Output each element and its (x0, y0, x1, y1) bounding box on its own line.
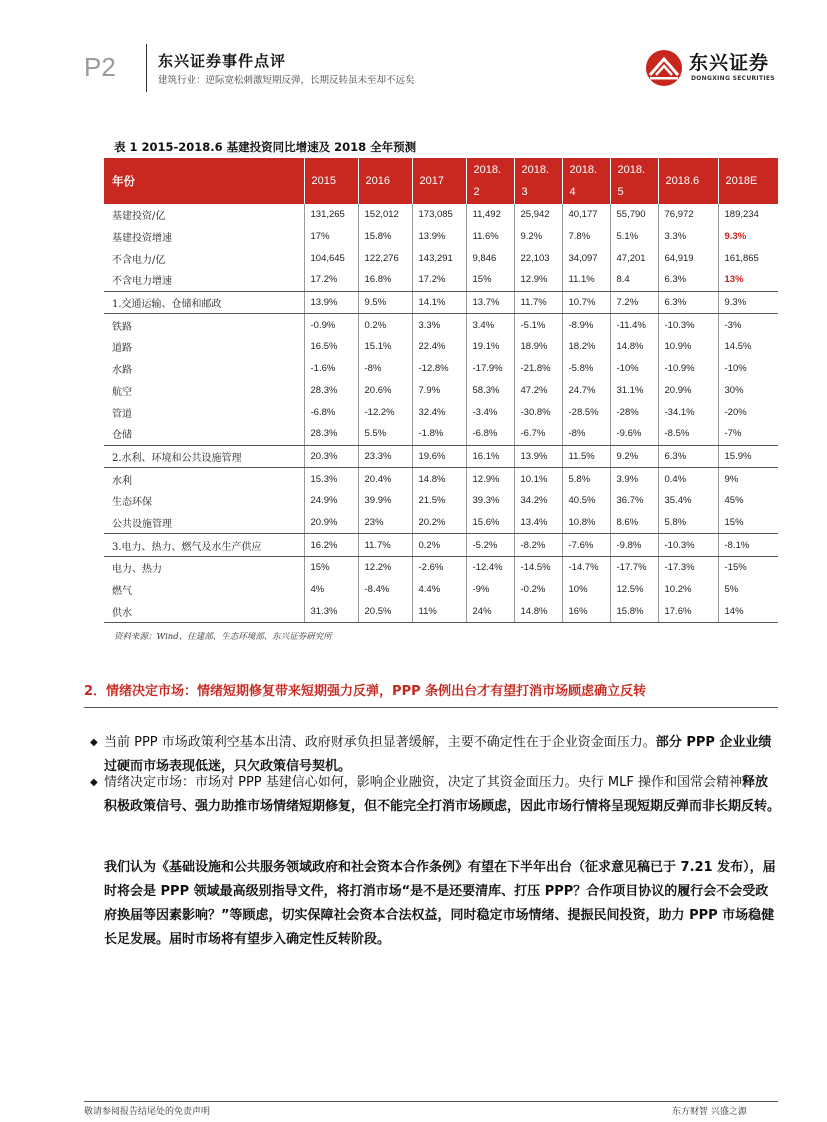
table-cell: -20% (724, 406, 747, 418)
table-cell: 6.3% (658, 445, 718, 468)
table-source: 资料来源：Wind、住建部、生态环境部、东兴证券研究所 (114, 632, 332, 642)
page-header (0, 0, 827, 100)
table-cell: 8.4 (610, 269, 658, 291)
table-cell: 161,865 (724, 252, 759, 264)
table-cell: -9.8% (610, 534, 658, 557)
footer-slogan: 东方财智 兴盛之源 (672, 1107, 747, 1117)
table-cell: -9.6% (610, 423, 658, 445)
row-label: 生态环保 (104, 490, 304, 512)
table-cell: 3.4% (466, 314, 514, 336)
table-cell: -10% (610, 358, 658, 380)
row-label: 仓储 (104, 423, 304, 445)
table-cell: 11.6% (466, 226, 514, 248)
table-cell: 23.3% (358, 445, 412, 468)
table-cell: 10.7% (562, 291, 610, 314)
table-cell: 18.9% (514, 336, 562, 358)
table-cell: 11.5% (562, 445, 610, 468)
row-label: 不含电力/亿 (104, 247, 304, 269)
table-cell: -12.2% (358, 401, 412, 423)
table-cell: 17.2% (304, 269, 358, 291)
table-cell: 3.3% (412, 314, 466, 336)
table-cell: 17.2% (412, 269, 466, 291)
table-cell: 35.4% (658, 490, 718, 512)
row-label: 2.水利、环境和公共设施管理 (104, 445, 304, 468)
table-row (104, 468, 778, 490)
row-label: 供水 (104, 600, 304, 622)
table-cell: 12.2% (358, 557, 412, 579)
investment-table (104, 158, 778, 623)
row-label: 水利 (104, 468, 304, 490)
table-cell: 9.2% (514, 226, 562, 248)
table-cell: 10.8% (562, 512, 610, 534)
table-cell: 12.9% (466, 468, 514, 490)
table-cell: -7% (718, 423, 778, 445)
table-cell: 16% (562, 600, 610, 622)
table-cell: 10.9% (658, 336, 718, 358)
table-cell: 152,012 (358, 204, 412, 226)
table-row (104, 269, 778, 291)
table-cell: -9% (466, 579, 514, 601)
table-row (104, 401, 778, 423)
table-cell: -5.1% (514, 314, 562, 336)
table-cell: 20.5% (358, 600, 412, 622)
table-cell: 10.2% (658, 579, 718, 601)
table-cell: 20.6% (358, 380, 412, 402)
row-label: 燃气 (104, 579, 304, 601)
table-cell: 22.4% (412, 336, 466, 358)
table-cell: 14.1% (412, 291, 466, 314)
table-cell: 13.7% (466, 291, 514, 314)
bullet-bold-text: 部分 PPP 企业业绩过硬而市场表现低迷，只欠政策信号契机。 (104, 735, 772, 774)
table-row (104, 291, 778, 314)
page-number: P2 (84, 52, 116, 82)
table-cell: 0.2% (358, 314, 412, 336)
table-cell: 16.2% (304, 534, 358, 557)
table-cell: 15% (304, 557, 358, 579)
table-cell: 6.3% (658, 291, 718, 314)
table-cell: -30.8% (514, 401, 562, 423)
table-row (104, 336, 778, 358)
table-cell: -17.7% (610, 557, 658, 579)
table-cell: -8.4% (358, 579, 412, 601)
table-cell: -17.9% (466, 358, 514, 380)
table-cell: 9,846 (466, 247, 514, 269)
table-cell: 11,492 (466, 204, 514, 226)
table-header-row (104, 158, 778, 204)
table-cell: 8.6% (610, 512, 658, 534)
column-header: 2018. 2 (466, 158, 514, 204)
table-cell: 47.2% (514, 380, 562, 402)
table-row (104, 512, 778, 534)
column-header: 2018. 4 (562, 158, 610, 204)
row-label: 基建投资增速 (104, 226, 304, 248)
column-header: 2018. 5 (610, 158, 658, 204)
table-cell: -15% (724, 562, 747, 574)
row-label: 铁路 (104, 314, 304, 336)
table-cell: 64,919 (658, 247, 718, 269)
table-cell: 25,942 (514, 204, 562, 226)
table-cell: -0.2% (514, 579, 562, 601)
row-label: 不含电力增速 (104, 269, 304, 291)
table-cell: 104,645 (304, 247, 358, 269)
table-cell: 55,790 (610, 204, 658, 226)
footer-disclaimer: 敬请参阅报告结尾处的免责声明 (84, 1107, 211, 1117)
table-cell: -6.8% (304, 401, 358, 423)
table-cell: 20.4% (358, 468, 412, 490)
table-title: 表 1 2015-2018.6 基建投资同比增速及 2018 全年预测 (114, 140, 417, 154)
table-cell: 15% (466, 269, 514, 291)
company-logo (644, 48, 774, 92)
row-label: 管道 (104, 401, 304, 423)
table-cell: -0.9% (304, 314, 358, 336)
table-cell: 9.5% (358, 291, 412, 314)
table-cell: 15.8% (610, 600, 658, 622)
table-cell: 16.8% (358, 269, 412, 291)
table-cell: 15% (718, 512, 778, 534)
table-cell: 19.1% (466, 336, 514, 358)
table-cell: 20.9% (304, 512, 358, 534)
table-cell: 45% (724, 495, 744, 507)
table-cell: 13.9% (514, 445, 562, 468)
table-cell: 7.9% (412, 380, 466, 402)
table-cell: 13.4% (514, 512, 562, 534)
table-cell: 5.1% (610, 226, 658, 248)
table-cell: 9.3% (724, 231, 747, 243)
table-cell: 76,972 (658, 204, 718, 226)
table-cell: -8.1% (718, 534, 778, 557)
table-row (104, 423, 778, 445)
table-cell: 21.5% (412, 490, 466, 512)
section-heading: 2．情绪决定市场：情绪短期修复带来短期强力反弹，PPP 条例出台才有望打消市场顾虑确立反转 (84, 684, 647, 699)
table-cell: 122,276 (358, 247, 412, 269)
table-cell: 9.2% (610, 445, 658, 468)
column-header: 2015 (304, 158, 358, 204)
table-cell: 15.9% (718, 445, 778, 468)
table-cell: 5.8% (562, 468, 610, 490)
table-cell: -8% (562, 423, 610, 445)
table-cell: 6.3% (658, 269, 718, 291)
table-row (104, 600, 778, 622)
table-cell: -6.8% (466, 423, 514, 445)
table-row (104, 226, 778, 248)
table-cell: -17.3% (658, 557, 718, 579)
table-cell: 131,265 (304, 204, 358, 226)
table-cell: 14.8% (412, 468, 466, 490)
table-cell: 39.9% (358, 490, 412, 512)
table-row (104, 247, 778, 269)
table-row (104, 557, 778, 579)
table-row (104, 490, 778, 512)
table-cell: 32.4% (412, 401, 466, 423)
table-cell: -1.6% (304, 358, 358, 380)
table-row (104, 380, 778, 402)
table-cell: 7.2% (610, 291, 658, 314)
table-cell: 28.3% (304, 380, 358, 402)
table-cell: 24% (466, 600, 514, 622)
report-subtitle: 建筑行业：逆际宽松刺激短期反弹，长期反转虽未至却不远矣 (158, 75, 415, 86)
logo-text: 东兴证券 (689, 52, 770, 74)
row-label: 电力、热力 (104, 557, 304, 579)
column-header: 2018E (718, 158, 778, 204)
row-label: 3.电力、热力、燃气及水生产供应 (104, 534, 304, 557)
table-cell: 14.8% (514, 600, 562, 622)
table-cell: 18.2% (562, 336, 610, 358)
table-cell: 16.1% (466, 445, 514, 468)
bullet-bold-text: 释放积极政策信号、强力助推市场情绪短期修复，但不能完全打消市场顾虑，因此市场行情将呈现短期反弹而非长期反转。 (104, 775, 781, 814)
table-row (104, 579, 778, 601)
section-divider (84, 707, 778, 708)
table-cell: 13.9% (304, 291, 358, 314)
table-cell: -10.3% (658, 314, 718, 336)
table-cell: -10.9% (658, 358, 718, 380)
table-cell: 34,097 (562, 247, 610, 269)
table-cell: 16.5% (304, 336, 358, 358)
table-cell: -12.4% (466, 557, 514, 579)
logo-icon (644, 48, 686, 88)
bullet-item (90, 771, 781, 819)
table-cell: -12.8% (412, 358, 466, 380)
table-cell: 143,291 (412, 247, 466, 269)
column-header: 2018.6 (658, 158, 718, 204)
row-label: 公共设施管理 (104, 512, 304, 534)
table-cell: 5.8% (658, 512, 718, 534)
footer-divider (84, 1101, 778, 1102)
table-cell: 20.9% (658, 380, 718, 402)
table-cell: 11% (412, 600, 466, 622)
table-cell: 34.2% (514, 490, 562, 512)
table-cell: 15.8% (358, 226, 412, 248)
table-cell: 4% (304, 579, 358, 601)
table-cell: 173,085 (412, 204, 466, 226)
bullet-text: 当前 PPP 市场政策利空基本出清、政府财承负担显著缓解，主要不确定性在于企业资金面压力。 (104, 735, 656, 750)
table-cell: -10% (724, 363, 747, 375)
table-cell: 11.7% (514, 291, 562, 314)
table-cell: 31.1% (610, 380, 658, 402)
table-cell: -7.6% (562, 534, 610, 557)
row-label: 道路 (104, 336, 304, 358)
table-cell: 0.4% (658, 468, 718, 490)
table-cell: -2.6% (412, 557, 466, 579)
table-cell: 0.2% (412, 534, 466, 557)
table-cell: -34.1% (658, 401, 718, 423)
table-body (104, 204, 778, 623)
conclusion-paragraph: 我们认为《基础设施和公共服务领域政府和社会资本合作条例》有望在下半年出台（征求意见稿已于 7.21 发布），届时将会是 PPP 领域最高级别指导文件，将打消市场“是不是还要清库、打压 PPP？合作项目协议的履行会不会受政府换届等因素影响？”等顾虑，切实保障社会资本合法权益，同时稳定市场情绪、提振民间投资，助力 PPP 市场稳健长足发展。届时市场将有望步入确定性反转阶段。 (104, 860, 776, 947)
table-row (104, 445, 778, 468)
table-cell: -3.4% (466, 401, 514, 423)
table-cell: -8.9% (562, 314, 610, 336)
table-cell: -1.8% (412, 423, 466, 445)
table-cell: 36.7% (610, 490, 658, 512)
table-cell: 9% (724, 473, 739, 485)
table-cell: -5.8% (562, 358, 610, 380)
table-cell: 7.8% (562, 226, 610, 248)
table-cell: 13% (718, 269, 778, 291)
table-row (104, 204, 778, 226)
table-cell: 17.6% (658, 600, 718, 622)
column-header: 2016 (358, 158, 412, 204)
table-cell: 10.1% (514, 468, 562, 490)
table-cell: 39.3% (466, 490, 514, 512)
table-row (104, 314, 778, 336)
table-cell: 189,234 (724, 209, 759, 221)
table-cell: 10% (562, 579, 610, 601)
row-label: 水路 (104, 358, 304, 380)
table-cell: 4.4% (412, 579, 466, 601)
row-label: 1.交通运输、仓储和邮政 (104, 291, 304, 314)
table-cell: 12.9% (514, 269, 562, 291)
table-cell: 11.1% (562, 269, 610, 291)
table-cell: 24.9% (304, 490, 358, 512)
report-title: 东兴证券事件点评 (158, 52, 287, 70)
table-cell: -21.8% (514, 358, 562, 380)
table-cell: 12.5% (610, 579, 658, 601)
table-cell: -8% (358, 358, 412, 380)
table-cell: 3.3% (658, 226, 718, 248)
diamond-bullet-icon: ◆ (90, 777, 98, 788)
table-cell: -28.5% (562, 401, 610, 423)
table-cell: 3.9% (610, 468, 658, 490)
table-cell: 24.7% (562, 380, 610, 402)
table-cell: -8.2% (514, 534, 562, 557)
table-cell: 14% (718, 600, 778, 622)
column-header: 2018. 3 (514, 158, 562, 204)
row-label: 航空 (104, 380, 304, 402)
table-cell: -14.7% (562, 557, 610, 579)
table-cell: 9.3% (718, 291, 778, 314)
table-cell: 5.5% (358, 423, 412, 445)
table-row (104, 534, 778, 557)
diamond-bullet-icon: ◆ (90, 737, 98, 748)
bullet-text: 情绪决定市场：市场对 PPP 基建信心如何，影响企业融资，决定了其资金面压力。央行 MLF 操作和国常会精神 (104, 775, 742, 790)
row-label: 基建投资/亿 (104, 204, 304, 226)
table-cell: 58.3% (466, 380, 514, 402)
column-header-year: 年份 (104, 158, 304, 204)
table-cell: 28.3% (304, 423, 358, 445)
table-cell: -5.2% (466, 534, 514, 557)
table-cell: 11.7% (358, 534, 412, 557)
table-cell: 13.9% (412, 226, 466, 248)
table-cell: 22,103 (514, 247, 562, 269)
table-cell: 5% (724, 584, 739, 596)
table-cell: 15.6% (466, 512, 514, 534)
logo-english-text: DONGXING SECURITIES (691, 75, 775, 82)
table-cell: -10.3% (658, 534, 718, 557)
header-divider (146, 44, 147, 92)
table-cell: -28% (610, 401, 658, 423)
table-row (104, 358, 778, 380)
table-cell: 19.6% (412, 445, 466, 468)
table-cell: 31.3% (304, 600, 358, 622)
table-cell: 20.3% (304, 445, 358, 468)
table-cell: 20.2% (412, 512, 466, 534)
table-cell: 14.5% (724, 341, 752, 353)
table-cell: -8.5% (658, 423, 718, 445)
table-cell: 14.8% (610, 336, 658, 358)
table-cell: 30% (724, 384, 744, 396)
table-cell: -3% (724, 319, 742, 331)
table-cell: 40.5% (562, 490, 610, 512)
table-cell: 15.1% (358, 336, 412, 358)
table-cell: -6.7% (514, 423, 562, 445)
column-header: 2017 (412, 158, 466, 204)
table-cell: 17% (304, 226, 358, 248)
table-cell: 23% (358, 512, 412, 534)
table-cell: 47,201 (610, 247, 658, 269)
table-cell: -14.5% (514, 557, 562, 579)
table-cell: -11.4% (610, 314, 658, 336)
table-cell: 15.3% (304, 468, 358, 490)
table-cell: 40,177 (562, 204, 610, 226)
